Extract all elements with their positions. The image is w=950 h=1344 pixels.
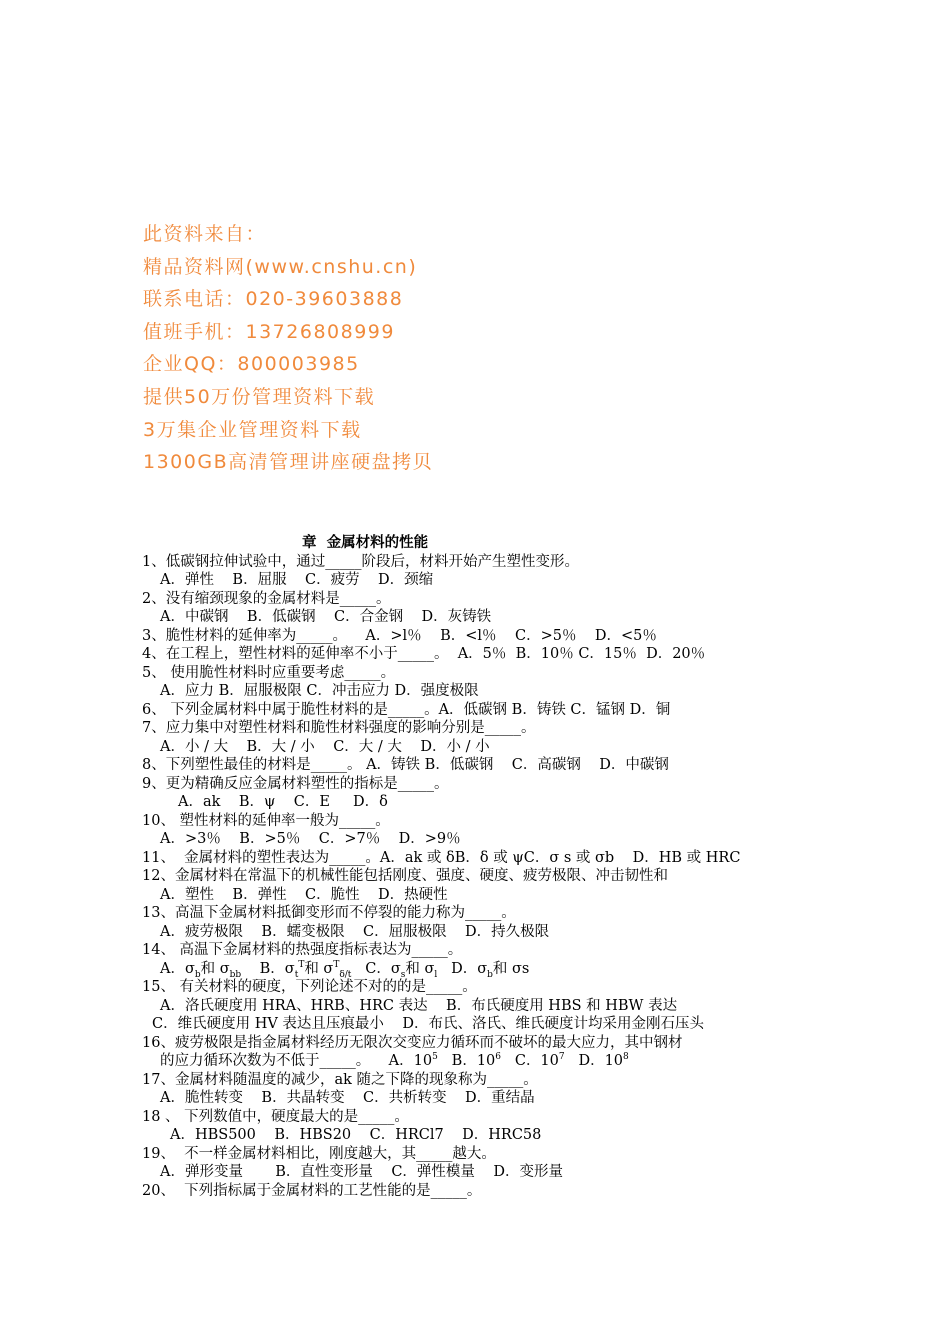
question-4: 4、在工程上，塑性材料的延伸率不小于_____。 A．5％ B．10％ C．15％ D．20％ (142, 646, 706, 662)
question-11: 11、 金属材料的塑性表达为_____。A．ak 或 δB．δ 或 ψC．σ s 或 σb D．HB 或 HRC (142, 849, 741, 866)
promo-line-offer-3: 1300GB高清管理讲座硬盘拷贝 (143, 451, 434, 474)
q14-option-c-subscript-2: l (434, 969, 438, 980)
q14-option-b-subscript-1: t (294, 969, 299, 980)
question-16: 16、疲劳极限是指金属材料经历无限次交变应力循环而不破坏的最大应力，其中钢材 (142, 1034, 683, 1051)
question-5: 5、 使用脆性材料时应重要考虑_____。 (142, 664, 396, 681)
q14-option-c-subscript-1: s (400, 969, 406, 980)
q14-option-a: A．σ (160, 960, 195, 977)
question-17: 17、金属材料随温度的减少，ak 随之下降的现象称为_____。 (142, 1071, 538, 1088)
question-15-options-ab: A．洛氏硬度用 HRA、HRB、HRC 表达 B．布氏硬度用 HBS 和 HBW 表达 (160, 997, 678, 1014)
question-1: 1、低碳钢拉伸试验中，通过_____阶段后，材料开始产生塑性变形。 (142, 553, 579, 570)
q14-option-a-middle: 和 σ (200, 960, 230, 977)
chapter-title: 章 金属材料的性能 (302, 534, 429, 551)
q14-option-b-superscript-1: T (298, 959, 305, 970)
question-15: 15、 有关材料的硬度，下列论述不对的的是_____。 (142, 979, 477, 995)
question-9: 9、更为精确反应金属材料塑性的指标是_____。 (142, 775, 449, 792)
question-2: 2、没有缩颈现象的金属材料是_____。 (142, 590, 391, 607)
q14-option-d-subscript: b (487, 969, 493, 980)
q14-option-c: C．σ (351, 960, 401, 977)
q14-option-b-superscript-2: T (333, 959, 340, 970)
q14-option-b: B．σ (241, 960, 295, 977)
question-13-options: A．疲劳极限 B．蠕变极限 C．屈服极限 D．持久极限 (160, 923, 550, 940)
promo-line-website: 精品资料网(www.cnshu.cn) (143, 255, 418, 278)
q16-option-a-exponent: 5 (432, 1052, 438, 1063)
question-7-options: A．小 / 大 B．大 / 小 C．大 / 大 D．小 / 小 (160, 738, 490, 755)
question-10-options: A．>3％ B．>5％ C．>7％ D．>9％ (160, 831, 461, 847)
question-5-options: A．应力 B．屈服极限 C．冲击应力 D．强度极限 (160, 683, 479, 699)
question-19-options: A．弹形变量 B．直性变形量 C．弹性模量 D．变形量 (160, 1164, 563, 1180)
question-18-options: A．HBS500 B．HBS20 C．HRCl7 D．HRC58 (170, 1127, 542, 1143)
q14-option-b-subscript-2: δ/t (339, 969, 352, 980)
document-body (142, 534, 832, 1200)
q14-option-c-middle: 和 σ (405, 960, 435, 977)
q14-option-b-middle: 和 σ (304, 960, 334, 977)
q16-option-d: D．10 (564, 1053, 624, 1069)
question-1-options: A．弹性 B．屈服 C．疲劳 D．颈缩 (160, 572, 434, 588)
q14-option-d-tail: 和 σs (492, 960, 530, 977)
question-9-options: A．ak B．ψ C．E D．δ (178, 794, 388, 810)
question-2-options: A．中碳钢 B．低碳钢 C．合金钢 D．灰铸铁 (160, 609, 492, 625)
question-6: 6、 下列金属材料中属于脆性材料的是_____。A．低碳钢 B．铸铁 C．锰钢 D．铜 (142, 701, 671, 718)
question-14: 14、 高温下金属材料的热强度指标表达为_____。 (142, 942, 463, 958)
question-8: 8、下列塑性最佳的材料是_____。 A．铸铁 B．低碳钢 C．高碳钢 D．中碳钢 (142, 757, 669, 773)
promo-line-offer-2: 3万集企业管理资料下载 (143, 418, 362, 441)
q14-option-a-subscript-1: b (194, 969, 201, 980)
q14-option-d: D．σ (437, 960, 488, 977)
q16-option-d-exponent: 8 (623, 1052, 629, 1063)
promo-line-qq: 企业QQ：800003985 (143, 353, 360, 376)
q16-option-c-exponent: 7 (558, 1052, 565, 1063)
promo-line-phone: 联系电话：020-39603888 (143, 288, 404, 311)
question-12: 12、金属材料在常温下的机械性能包括刚度、强度、硬度、疲劳极限、冲击韧性和 (142, 868, 668, 884)
question-18: 18 、 下列数值中，硬度最大的是_____。 (142, 1108, 409, 1125)
promo-line-offer-1: 提供50万份管理资料下载 (143, 385, 376, 408)
q16-option-b-exponent: 6 (495, 1052, 502, 1063)
question-19: 19、 不一样金属材料相比，刚度越大，其_____越大。 (142, 1145, 496, 1162)
source-promo-block (143, 218, 433, 479)
q14-option-a-subscript-2: bb (229, 969, 242, 980)
question-14-options (142, 960, 832, 979)
question-10: 10、 塑性材料的延伸率一般为_____。 (142, 812, 390, 829)
question-17-options: A．脆性转变 B．共晶转变 C．共析转变 D．重结晶 (160, 1090, 535, 1106)
q16-option-c: C．10 (501, 1053, 559, 1069)
question-12-options: A．塑性 B．弹性 C．脆性 D．热硬性 (160, 886, 448, 903)
question-15-options-cd: C．维氏硬度用 HV 表达且压痕最小 D．布氏、洛氏、维氏硬度计均采用金刚石压头 (152, 1016, 704, 1032)
q16-option-b: B．10 (437, 1053, 496, 1069)
question-7: 7、应力集中对塑性材料和脆性材料强度的影响分别是_____。 (142, 720, 536, 736)
question-16-continued (142, 1052, 832, 1071)
question-13: 13、高温下金属材料抵御变形而不停裂的能力称为_____。 (142, 905, 516, 921)
question-3: 3、脆性材料的延伸率为_____。 A．>l％ B．<l％ C．>5％ D．<5％ (142, 627, 657, 644)
q16-text-option-a: 的应力循环次数为不低于_____。 A．10 (160, 1053, 433, 1069)
question-20: 20、 下列指标属于金属材料的工艺性能的是_____。 (142, 1182, 482, 1199)
promo-line-mobile: 值班手机：13726808999 (143, 320, 395, 343)
promo-line-source: 此资料来自： (143, 223, 267, 245)
